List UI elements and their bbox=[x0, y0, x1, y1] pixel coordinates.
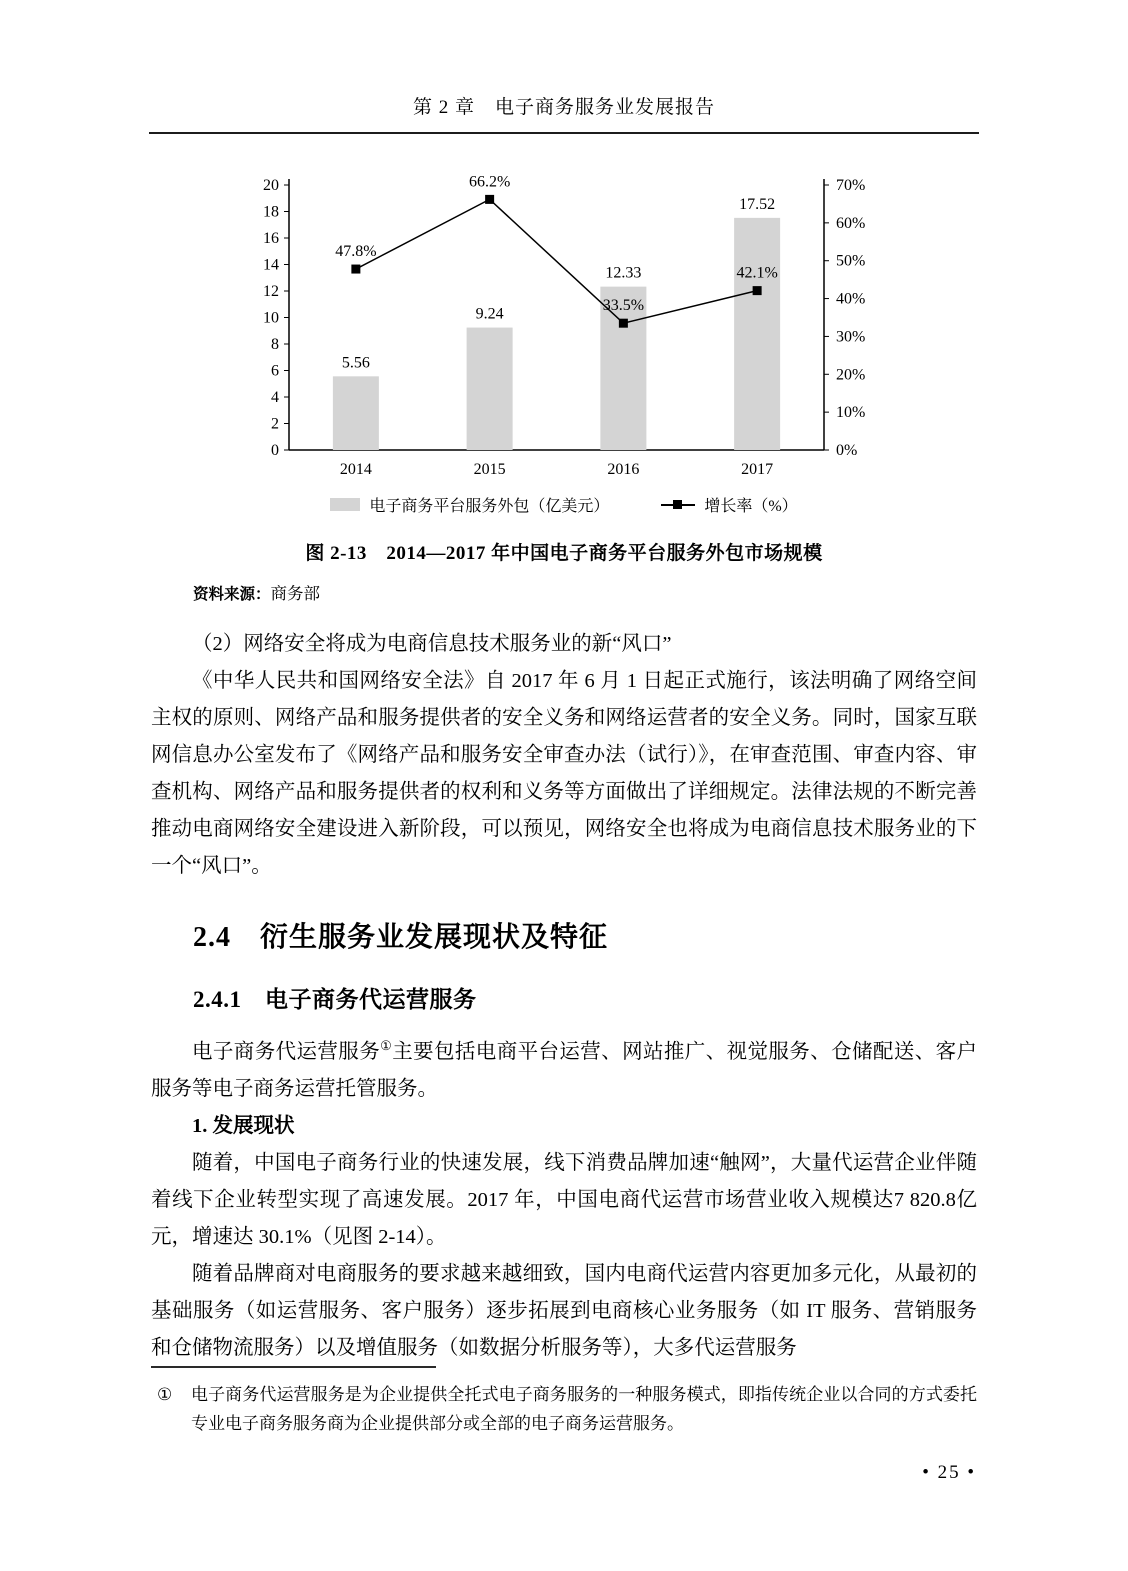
svg-text:20%: 20% bbox=[836, 366, 866, 384]
section-heading-2-4: 2.4 衍生服务业发展现状及特征 bbox=[193, 922, 609, 953]
svg-text:33.5%: 33.5% bbox=[602, 297, 645, 315]
svg-text:2: 2 bbox=[271, 415, 279, 433]
svg-text:60%: 60% bbox=[836, 214, 866, 232]
figure-caption: 图 2-13 2014—2017 年中国电子商务平台服务外包市场规模 bbox=[305, 543, 823, 564]
svg-text:2017: 2017 bbox=[741, 461, 774, 478]
svg-text:0: 0 bbox=[271, 442, 279, 459]
legend-label-line: 增长率（%） bbox=[704, 498, 798, 515]
body-text bbox=[151, 626, 977, 1367]
svg-text:4: 4 bbox=[271, 389, 279, 406]
svg-text:40%: 40% bbox=[836, 290, 866, 308]
bar-series-swatch-icon bbox=[330, 498, 360, 511]
source-label: 资料来源： bbox=[193, 586, 271, 603]
legend-item-line bbox=[661, 493, 797, 516]
svg-text:17.52: 17.52 bbox=[739, 195, 776, 213]
line-series-swatch-icon bbox=[661, 504, 695, 506]
footnote-divider bbox=[151, 1366, 436, 1368]
chapter-title: 第 2 章 电子商务服务业发展报告 bbox=[149, 92, 979, 134]
footnote-ref-1: ① bbox=[380, 1038, 393, 1054]
svg-text:10%: 10% bbox=[836, 404, 866, 422]
svg-text:6: 6 bbox=[271, 362, 279, 380]
subhead-development-status: 1. 发展现状 bbox=[192, 1115, 295, 1137]
figure-2-13-chart-area bbox=[234, 170, 894, 516]
svg-text:66.2%: 66.2% bbox=[468, 173, 511, 191]
svg-text:10: 10 bbox=[263, 309, 279, 327]
figure-source bbox=[151, 580, 977, 604]
svg-text:42.1%: 42.1% bbox=[736, 264, 778, 282]
footnote-marker: ① bbox=[157, 1385, 173, 1404]
svg-text:70%: 70% bbox=[836, 177, 866, 194]
intro-text-post: 主要包括电商平台运营、网站推广、视觉服务、仓储配送、客户服务等电子商务运营托管服务。 bbox=[151, 1041, 978, 1100]
svg-text:47.8%: 47.8% bbox=[335, 243, 377, 261]
paragraph-status-diversify: 随着品牌商对电商服务的要求越来越细致，国内电商代运营内容更加多元化，从最初的基础服务（如运营服务、客户服务）逐步拓展到电商核心业务服务（如 IT 服务、营销服务和仓储物流服务）以及增值服务（如数据分析服务等），大多代运营服务 bbox=[151, 1263, 977, 1359]
svg-text:20: 20 bbox=[263, 177, 279, 194]
footnote-text: 电子商务代运营服务是为企业提供全托式电子商务服务的一种服务模式，即指传统企业以合同的方式委托专业电子商务服务商为企业提供部分或全部的电子商务运营服务。 bbox=[191, 1385, 977, 1433]
legend-item-bar bbox=[330, 493, 609, 516]
svg-text:9.24: 9.24 bbox=[475, 305, 504, 323]
page-number: • 25 • bbox=[922, 1462, 976, 1483]
svg-text:18: 18 bbox=[263, 203, 279, 221]
subsection-heading-2-4-1: 2.4.1 电子商务代运营服务 bbox=[193, 987, 477, 1012]
source-value: 商务部 bbox=[270, 584, 321, 603]
paragraph-status-growth: 随着，中国电子商务行业的快速发展，线下消费品牌加速“触网”，大量代运营企业伴随着线下企业转型实现了高速发展。2017 年，中国电商代运营市场营业收入规模达7 820.8亿元，增速达 30.1%（见图 2-14）。 bbox=[151, 1152, 977, 1248]
legend-label-bar: 电子商务平台服务外包（亿美元） bbox=[369, 498, 610, 515]
svg-text:8: 8 bbox=[271, 336, 279, 353]
svg-text:30%: 30% bbox=[836, 328, 866, 346]
paragraph-daiyunying-intro bbox=[151, 1034, 977, 1108]
content-column bbox=[151, 170, 977, 1367]
svg-text:0%: 0% bbox=[836, 442, 858, 459]
market-scale-combo-chart bbox=[234, 170, 894, 482]
paragraph-security-law: 《中华人民共和国网络安全法》自 2017 年 6 月 1 日起正式施行，该法明确了网络空间主权的原则、网络产品和服务提供者的安全义务和网络运营者的安全义务。同时，国家互联网信息办公室发布了《网络产品和服务安全审查办法（试行）》，在审查范围、审查内容、审查机构、网络产品和服务提供者的权利和义务等方面做出了详细规定。法律法规的不断完善推动电商网络安全建设进入新阶段，可以预见，网络安全也将成为电商信息技术服务业的下一个“风口”。 bbox=[151, 670, 977, 877]
page-header bbox=[149, 0, 979, 134]
svg-text:2016: 2016 bbox=[607, 461, 640, 478]
svg-text:16: 16 bbox=[263, 230, 279, 247]
svg-text:12: 12 bbox=[263, 283, 279, 300]
svg-text:12.33: 12.33 bbox=[605, 264, 642, 282]
svg-text:2014: 2014 bbox=[339, 461, 372, 478]
svg-text:2015: 2015 bbox=[473, 461, 506, 478]
chart-legend bbox=[234, 493, 894, 516]
footnote bbox=[151, 1380, 977, 1438]
svg-text:14: 14 bbox=[263, 256, 279, 274]
svg-text:5.56: 5.56 bbox=[341, 354, 370, 372]
paragraph-security-intro: （2）网络安全将成为电商信息技术服务业的新“风口” bbox=[192, 633, 672, 655]
footnote-area bbox=[151, 1366, 977, 1438]
intro-text-pre: 电子商务代运营服务 bbox=[192, 1041, 381, 1063]
svg-text:50%: 50% bbox=[836, 252, 866, 270]
